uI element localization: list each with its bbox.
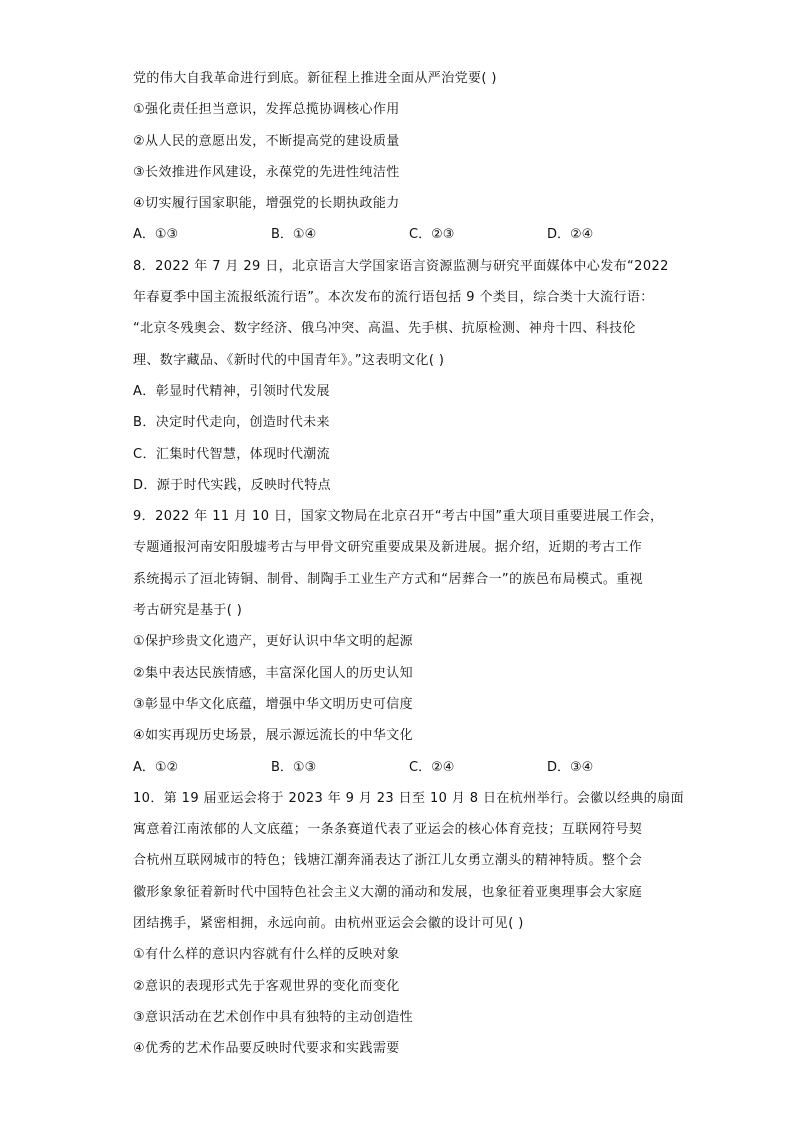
option-b: B．①④ (271, 227, 317, 243)
question-8-stem-line: 理、数字藏品、《新时代的中国青年》。”这表明文化( ) (133, 352, 445, 368)
question-10 (133, 783, 684, 1065)
question-9-stem-line: 系统揭示了洹北铸铜、制骨、制陶手工业生产方式和“居葬合一”的族邑布局模式。重视 (133, 571, 644, 587)
question-9-stem-line: 专题通报河南安阳殷墟考古与甲骨文研究重要成果及新进展。据介绍，近期的考古工作 (133, 540, 643, 556)
question-9 (133, 501, 673, 783)
question-8-stem-line: 8．2022 年 7 月 29 日，北京语言大学国家语言资源监测与研究平面媒体中心发布“2022 (133, 258, 669, 274)
question-7 (133, 63, 673, 251)
statement-2: ②从人民的意愿出发，不断提高党的建设质量 (133, 133, 400, 149)
choice-b: B．决定时代走向，创造时代未来 (133, 415, 330, 431)
choice-a: A．彰显时代精神，引领时代发展 (133, 383, 330, 399)
question-10-stem-line: 10．第 19 届亚运会将于 2023 年 9 月 23 日至 10 月 8 日在杭州举行。会徽以经典的扇面 (133, 790, 684, 806)
question-10-stem-line: 合杭州互联网城市的特色；钱塘江潮奔涌表达了浙江儿女勇立潮头的精神特质。整个会 (133, 853, 643, 869)
option-b: B．①③ (271, 759, 317, 775)
question-10-stem-line: 徽形象象征着新时代中国特色社会主义大潮的涌动和发展，也象征着亚奥理事会大家庭 (133, 884, 643, 900)
statement-1: ①强化责任担当意识，发挥总揽协调核心作用 (133, 102, 400, 118)
question-9-stem-line: 9．2022 年 11 月 10 日，国家文物局在北京召开“考古中国”重大项目重要进展工作会， (133, 509, 664, 525)
question-8-stem-line: 年春夏季中国主流报纸流行语”。本次发布的流行语包括 9 个类目，综合类十大流行语： (133, 290, 654, 306)
option-a: A．①② (133, 759, 179, 775)
statement-1: ①保护珍贵文化遗产，更好认识中华文明的起源 (133, 634, 414, 650)
statement-2: ②集中表达民族情感，丰富深化国人的历史认知 (133, 665, 414, 681)
question-8-stem-line: “北京冬残奥会、数字经济、俄乌冲突、高温、先手棋、抗原检测、神舟十四、科技伦 (133, 321, 636, 337)
option-d: D．②④ (547, 227, 594, 243)
choice-c: C．汇集时代智慧，体现时代潮流 (133, 446, 331, 462)
question-8 (133, 251, 673, 501)
statement-4: ④优秀的艺术作品要反映时代要求和实践需要 (133, 1041, 400, 1057)
question-10-stem-line: 团结携手，紧密相拥，永远向前。由杭州亚运会会徽的设计可见( ) (133, 916, 524, 932)
question-10-stem-line: 寓意着江南浓郁的人文底蕴；一条条赛道代表了亚运会的核心体育竞技；互联网符号契 (133, 822, 643, 838)
question-7-stem: 党的伟大自我革命进行到底。新征程上推进全面从严治党要( ) (133, 71, 497, 86)
question-9-stem-line: 考古研究是基于( ) (133, 603, 243, 619)
exam-page (133, 63, 684, 1065)
choice-d: D．源于时代实践，反映时代特点 (133, 477, 332, 493)
answer-options (133, 752, 673, 783)
option-c: C．②④ (409, 759, 455, 775)
option-d: D．③④ (547, 759, 594, 775)
answer-options (133, 219, 673, 250)
option-c: C．②③ (409, 227, 455, 243)
statement-3: ③意识活动在艺术创作中具有独特的主动创造性 (133, 1009, 414, 1025)
statement-3: ③长效推进作风建设，永葆党的先进性纯洁性 (133, 164, 400, 180)
statement-4: ④切实履行国家职能，增强党的长期执政能力 (133, 196, 400, 212)
statement-4: ④如实再现历史场景，展示源远流长的中华文化 (133, 728, 414, 744)
option-a: A．①③ (133, 227, 179, 243)
statement-3: ③彰显中华文化底蕴，增强中华文明历史可信度 (133, 696, 414, 712)
statement-1: ①有什么样的意识内容就有什么样的反映对象 (133, 947, 400, 963)
statement-2: ②意识的表现形式先于客观世界的变化而变化 (133, 978, 400, 994)
